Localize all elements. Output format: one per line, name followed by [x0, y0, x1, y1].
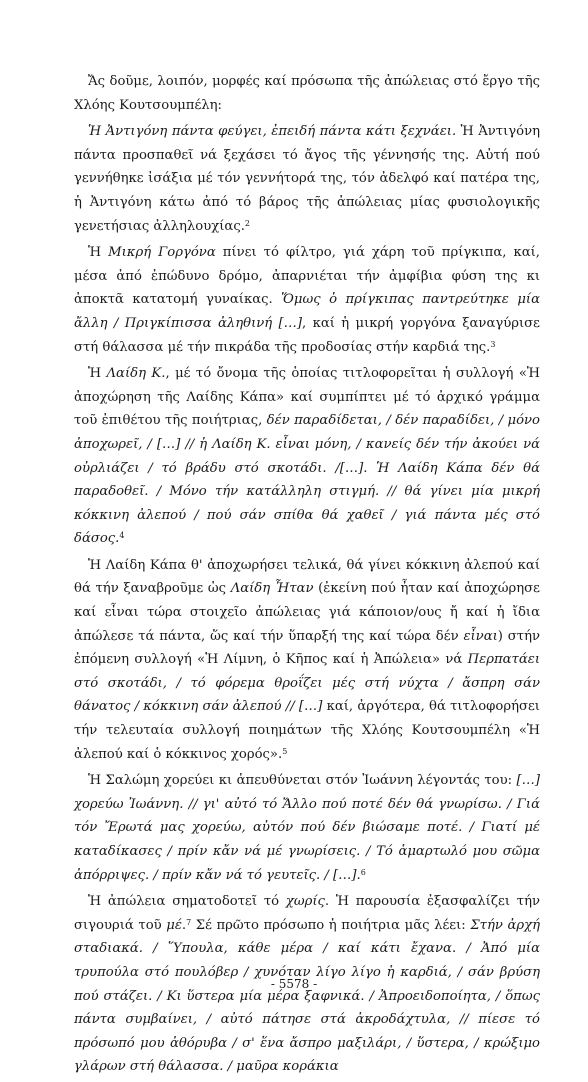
paragraph — [74, 362, 540, 551]
footnote-marker: 2 — [244, 218, 250, 228]
text-run: ) στήν ἐπόμενη συλλογή «Ἡ Λίμνη, ὁ Κῆπος καί ἡ Ἀπώλεια» νά — [74, 628, 540, 668]
paragraph — [74, 120, 540, 238]
text-run: . Ἡ παρουσία ἐξασφαλίζει τήν σιγουριά τοῦ — [74, 894, 540, 933]
italic-text: Λαίδη Ἦταν — [230, 581, 314, 597]
paragraph — [74, 70, 540, 117]
footnote-marker: 3 — [490, 339, 496, 349]
text-run: Ἡ ἀπώλεια σηματοδοτεῖ τό — [88, 894, 286, 910]
italic-text: Στήν ἀρχή σταδιακά. / Ὕπουλα, κάθε μέρα / καί κάτι ἔχανα. / Ἀπό μία τρυπούλα στό πουλόβερ / χυνόταν λίγο λίγο ἡ καρδιά, / σάν βρύση πού στάζει. / Κι ὕστερα μία μέρα ξαφνικά. / Ἀπροειδοποίητα, / ὅπως πάντα συμβαίνει, / αὐτό πάτησε στά ἀκροδάχτυλα, // πίεσε τό πρόσωπό μου ἀθόρυβα / σ' ἕνα ἄσπρο μαξιλάρι, / ὕστερα, / κρώξιμο γλάρων στή θάλασσα. / μαῦρα κοράκια — [74, 917, 540, 1075]
paragraph — [74, 241, 540, 359]
text-run: Ἄς δοῦμε, λοιπόν, μορφές καί πρόσωπα τῆς ἀπώλειας στό ἔργο τῆς Χλόης Κουτσουμπέλη: — [74, 74, 540, 113]
text-run: . — [181, 917, 187, 933]
italic-text: εἶναι — [463, 628, 498, 644]
text-run: Ἡ — [88, 245, 109, 261]
text-run: καί, ἀργότερα, θά τιτλοφορήσει τήν τελευταία συλλογή ποιημάτων τῆς Χλόης Κουτσουμπέλη «Ἡ ἀλεπού καί ὁ κόκκινος χορός». — [74, 699, 540, 762]
footnote-marker: 6 — [360, 867, 366, 877]
italic-text: Ἡ Ἀντιγόνη πάντα φεύγει, ἐπειδή πάντα κάτι ξεχνάει. — [88, 124, 457, 140]
paragraph — [74, 769, 540, 887]
text-run: Ἡ Σαλώμη χορεύει κι ἀπευθύνεται στόν Ἰωάννη λέγοντάς του: — [88, 773, 517, 789]
text-run: , καί ἡ μικρή γοργόνα ξαναγύρισε στή θάλασσα μέ τήν πικράδα τῆς προδοσίας στήν καρδιά της. — [74, 315, 540, 355]
text-run: Ἡ Λαίδη Κάπα θ' ἀποχωρήσει τελικά, θά γίνει κόκκινη ἀλεπού καί θά τήν ξαναβροῦμε ὡς — [74, 557, 540, 597]
footnote-marker: 5 — [282, 746, 288, 756]
footnote-marker: 7 — [186, 917, 192, 927]
italic-text: χωρίς — [285, 894, 325, 910]
italic-text: Ὅμως ὁ πρίγκιπας παντρεύτηκε μία ἄλλη / Πριγκίπισσα ἀληθινή […] — [74, 292, 540, 331]
text-run: Ἡ Ἀντιγόνη πάντα προσπαθεῖ νά ξεχάσει τό ἄγος τῆς γέννησής της. Αὐτή πού γεννήθηκε ἰσάξια μέ τόν γεννήτορά της, τόν ἀδελφό καί πατέρα της, ἡ Ἀντιγόνη κάτω ἀπό τό βάρος τῆς ἀπώλειας μίας φυσιολογικῆς γενετήσιας ἀλληλουχίας. — [74, 124, 540, 234]
italic-text: Μικρή Γοργόνα — [108, 245, 216, 261]
italic-text: μέ — [166, 917, 182, 933]
text-run: Ἡ — [88, 366, 107, 382]
italic-text: Περπατάει στό σκοτάδι, / τό φόρεμα θροΐζει μές στή νύχτα / ἄσπρη σάν θάνατος / κόκκινη σάν ἀλεπού // […] — [74, 652, 540, 715]
italic-text: […] χορεύω Ἰωάννη. // γι' αὐτό τό Ἄλλο πού ποτέ δέν θά γνωρίσω. / Γιά τόν Ἔρωτά μας χορεύω, αὐτόν πού δέν βιώσαμε ποτέ. / Γιατί μέ καταδίκασες / πρίν κἄν νά μέ γνωρίσεις. / Τό ἁμαρτωλό μου σῶμα ἀπόρριψες. / πρίν κἄν νά τό γευτεῖς. / […]. — [74, 773, 540, 883]
italic-text: Λαίδη Κ. — [106, 366, 166, 382]
paragraph — [74, 554, 540, 766]
article-body — [74, 70, 540, 1082]
page-number: - 5578 - — [270, 977, 318, 991]
footnote-marker: 4 — [119, 531, 125, 541]
text-run: πίνει τό φίλτρο, γιά χάρη τοῦ πρίγκιπα, καί, μέσα ἀπό ἐπώδυνο δρόμο, ἀπαρνιέται τήν ἀμφίβια φύση της κι ἀποκτᾶ κατατομή γυναίκας. — [74, 245, 540, 308]
italic-text: δέν παραδίδεται, / δέν παραδίδει, / μόνο ἀποχωρεῖ, / […] // ἡ Λαίδη Κ. εἶναι μόνη, / κανείς δέν τήν ἀκούει νά οὐρλιάζει / τό βράδυ στό σκοτάδι. /[…]. Ἡ Λαίδη Κάπα δέν θά παραδοθεῖ. / Μόνο τήν κατάλληλη στιγμή. // θά γίνει μία μικρή κόκκινη ἀλεπού / πού σάν σπίθα θά χαθεῖ / γιά πάντα μές στό δάσος. — [74, 413, 540, 547]
text-run: , μέ τό ὄνομα τῆς ὁποίας τιτλοφορεῖται ἡ συλλογή «Ἡ ἀποχώρηση τῆς Λαίδης Κάπα» καί συμπίπτει μέ τό ἀρχικό γράμμα τοῦ ἐπιθέτου τῆς ποιήτριας, — [74, 366, 541, 429]
text-run: Σέ πρῶτο πρόσωπο ἡ ποιήτρια μᾶς λέει: — [191, 917, 471, 933]
text-run: (ἐκείνη πού ἦταν καί ἀποχώρησε καί εἶναι τώρα στοιχεῖο ἀπώλειας γιά κάποιον/ους ἤ καί ἡ ἴδια ἀπώλεσε τά πάντα, ὥς καί τήν ὕπαρξή της καί τώρα δέν — [74, 581, 541, 644]
